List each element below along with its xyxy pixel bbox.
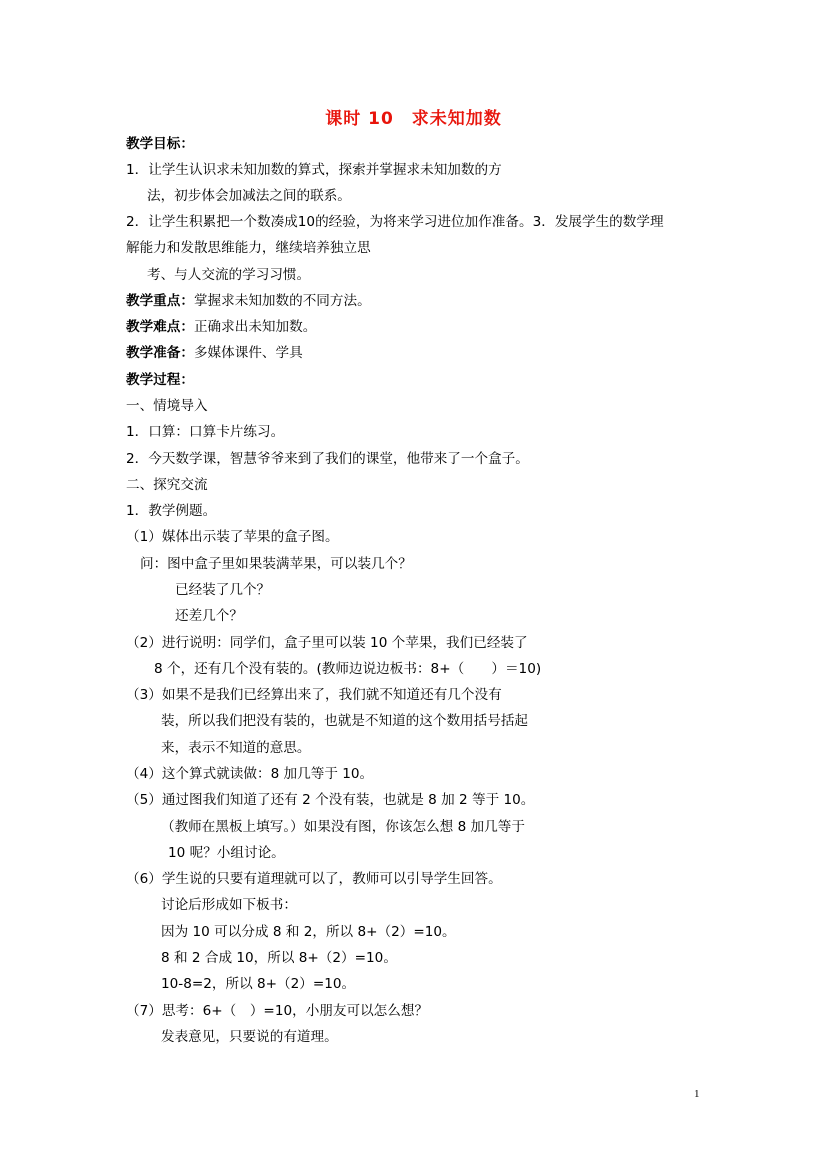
- doc-line: 二、探究交流: [126, 477, 208, 493]
- page-number: 1: [694, 1088, 700, 1100]
- doc-line: 1．教学例题。: [126, 503, 217, 519]
- doc-line: 法，初步体会加减法之间的联系。: [147, 188, 351, 204]
- doc-line: （7）思考：6+（ ）=10，小朋友可以怎么想？: [126, 1003, 429, 1019]
- doc-line: （6）学生说的只要有道理就可以了，教师可以引导学生回答。: [126, 871, 502, 887]
- doc-line: 8 和 2 合成 10，所以 8+（2）=10。: [161, 950, 397, 966]
- doc-line: 8 个，还有几个没有装的。(教师边说边板书：8+（ ）＝10): [154, 661, 542, 677]
- doc-line: 1．让学生认识求未知加数的算式，探索并掌握求未知加数的方: [126, 162, 502, 178]
- doc-line: 问：图中盒子里如果装满苹果，可以装几个？: [140, 556, 412, 572]
- doc-line: 教学重点：掌握求未知加数的不同方法。: [126, 293, 371, 309]
- doc-line: 解能力和发散思维能力，继续培养独立思: [126, 240, 371, 256]
- doc-line: （5）通过图我们知道了还有 2 个没有装，也就是 8 加 2 等于 10。: [126, 792, 535, 808]
- doc-line: 教学准备：多媒体课件、学具: [126, 345, 303, 361]
- doc-line: 来，表示不知道的意思。: [161, 740, 311, 756]
- doc-line: 已经装了几个？: [175, 582, 271, 598]
- doc-line: 装，所以我们把没有装的，也就是不知道的这个数用括号括起: [161, 713, 529, 729]
- doc-line: （教师在黑板上填写。）如果没有图，你该怎么想 8 加几等于: [161, 819, 525, 835]
- doc-line: 还差几个？: [175, 608, 243, 624]
- section-label: 教学目标：: [126, 136, 194, 152]
- doc-line: 1．口算：口算卡片练习。: [126, 424, 285, 440]
- doc-line: （1）媒体出示装了苹果的盒子图。: [126, 529, 339, 545]
- doc-line: 发表意见，只要说的有道理。: [161, 1029, 338, 1045]
- section-label: 教学准备：: [126, 345, 194, 361]
- doc-line: [126, 134, 194, 154]
- doc-line: 一、情境导入: [126, 398, 208, 414]
- doc-line: 讨论后形成如下板书：: [161, 897, 297, 913]
- section-label: 教学重点：: [126, 293, 194, 309]
- doc-line: 教学难点：正确求出未知加数。: [126, 319, 317, 335]
- section-label: 教学过程：: [126, 372, 194, 388]
- doc-line: 因为 10 可以分成 8 和 2，所以 8+（2）=10。: [161, 924, 456, 940]
- doc-line: （4）这个算式就读做：8 加几等于 10。: [126, 766, 374, 782]
- doc-line: 10-8=2，所以 8+（2）=10。: [161, 976, 356, 992]
- doc-line: [126, 370, 194, 390]
- doc-line: 10 呢？小组讨论。: [168, 845, 285, 861]
- doc-line: （3）如果不是我们已经算出来了，我们就不知道还有几个没有: [126, 687, 502, 703]
- doc-line: 2．今天数学课，智慧爷爷来到了我们的课堂，他带来了一个盒子。: [126, 451, 529, 467]
- doc-line: 考、与人交流的学习习惯。: [147, 267, 311, 283]
- doc-line: 2．让学生积累把一个数凑成10的经验，为将来学习进位加作准备。3．发展学生的数学理: [126, 214, 664, 230]
- lesson-title: 课时 10 求未知加数: [325, 109, 502, 129]
- doc-line: （2）进行说明：同学们，盒子里可以装 10 个苹果，我们已经装了: [126, 635, 528, 651]
- section-label: 教学难点：: [126, 319, 194, 335]
